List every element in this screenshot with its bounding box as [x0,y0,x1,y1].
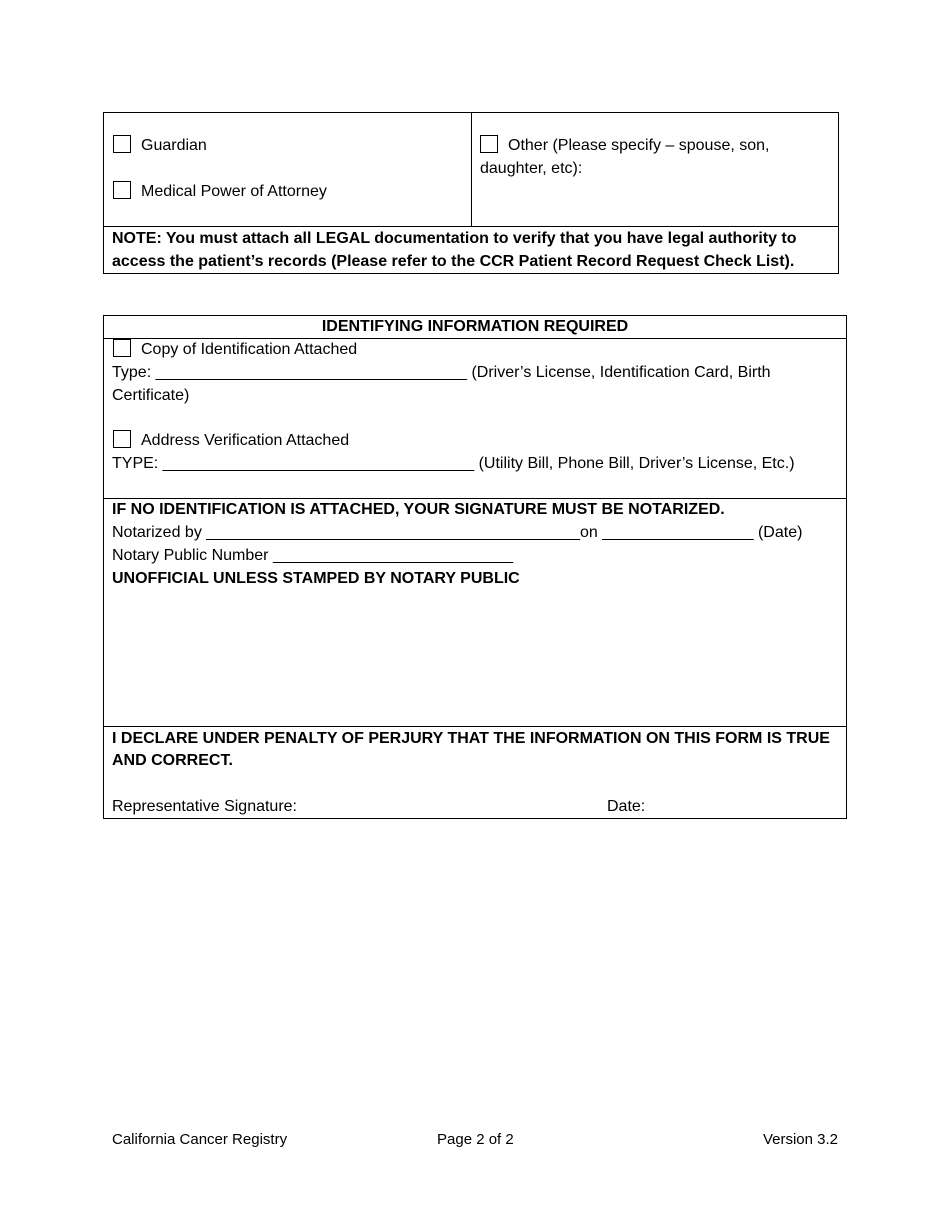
footer-page-number: Page 2 of 2 [437,1131,514,1148]
other-label-continued: daughter, etc): [480,160,583,177]
notary-number-field[interactable]: Notary Public Number ___________________________ [112,547,514,564]
address-checkbox[interactable] [113,430,131,448]
legal-note-line1: NOTE: You must attach all LEGAL documentation to verify that you have legal authority to [112,230,797,247]
footer-organization: California Cancer Registry [112,1131,288,1148]
address-type-field[interactable]: TYPE: ___________________________________ (Utility Bill, Phone Bill, Driver’s License, Etc.) [112,455,795,472]
identifying-header: IDENTIFYING INFORMATION REQUIRED [321,318,629,335]
signature-field[interactable]: Representative Signature: [112,798,297,815]
other-checkbox[interactable] [480,135,498,153]
id-type-field[interactable]: Type: ___________________________________ (Driver’s License, Identification Card, Birth [112,364,771,381]
other-label: Other (Please specify – spouse, son, [508,137,770,154]
other-option[interactable] [480,134,769,157]
address-option[interactable] [113,429,349,452]
column-divider [471,112,472,226]
date-field[interactable]: Date: [607,798,646,815]
notarized-by-field[interactable]: Notarized by __________________________________________on _________________ (Date) [112,524,803,541]
copy-id-checkbox[interactable] [113,339,131,357]
legal-note-line2: access the patient’s records (Please refer to the CCR Patient Record Request Check List). [112,253,795,270]
declaration-line1: I DECLARE UNDER PENALTY OF PERJURY THAT THE INFORMATION ON THIS FORM IS TRUE [112,730,830,747]
address-label: Address Verification Attached [141,432,350,449]
notary-heading: IF NO IDENTIFICATION IS ATTACHED, YOUR SIGNATURE MUST BE NOTARIZED. [112,501,725,518]
notary-stamp-note: UNOFFICIAL UNLESS STAMPED BY NOTARY PUBLIC [112,570,520,587]
medical-poa-label: Medical Power of Attorney [141,183,327,200]
medical-poa-option[interactable] [113,180,327,203]
medical-poa-checkbox[interactable] [113,181,131,199]
footer-version: Version 3.2 [762,1131,838,1148]
guardian-checkbox[interactable] [113,135,131,153]
declaration-line2: AND CORRECT. [112,752,233,769]
id-type-field-continued: Certificate) [112,387,190,404]
copy-id-option[interactable] [113,338,357,361]
copy-id-label: Copy of Identification Attached [141,341,358,358]
guardian-option[interactable] [113,134,207,157]
guardian-label: Guardian [141,137,207,154]
